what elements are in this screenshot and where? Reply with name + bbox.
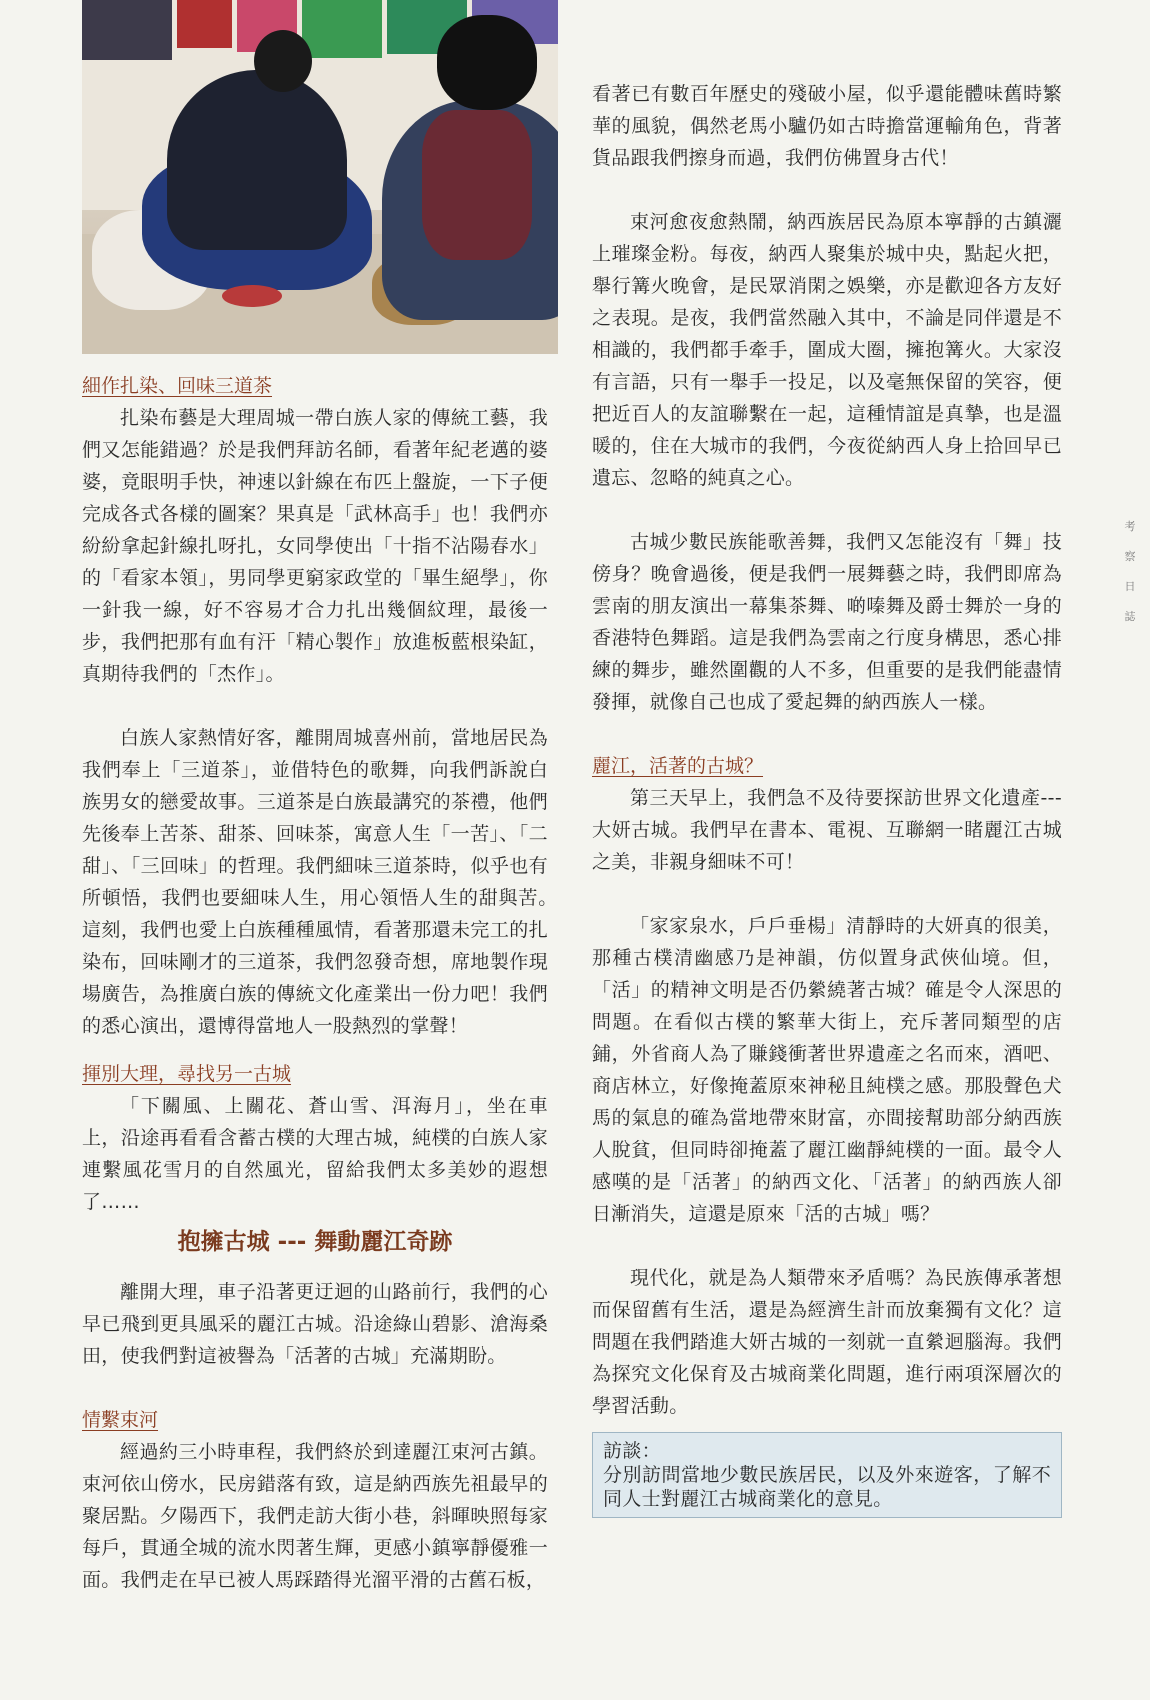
- paragraph: 白族人家熱情好客，離開周城喜州前，當地居民為我們奉上「三道茶」，並借特色的歌舞，向我們訴說白族男女的戀愛故事。三道茶是白族最講究的茶禮，他們先後奉上苦茶、甜茶、回味茶，寓意人生「一苦」、「二甜」、「三回味」的哲理。我們細味三道茶時，似乎也有所頓悟，我們也要細味人生，用心領悟人生的甜與苦。 這刻，我們也愛上白族種種風情，看著那還未完工的扎染布，回味剛才的三道茶，我們忽發奇想，席地製作現場廣告，為推廣白族的傳統文化產業出一份力吧！我們的悉心演出，還博得當地人一股熱烈的掌聲！: [82, 727, 587, 1037]
- section-title-tie-dye: 細作扎染、回味三道茶: [82, 375, 273, 397]
- paragraph: 束河愈夜愈熱鬧，納西族居民為原本寧靜的古鎮灑上璀璨金粉。每夜，納西人聚集於城中央，點起火把，舉行篝火晚會，是民眾消閑之娛樂，亦是歡迎各方友好之表現。是夜，我們當然融入其中，不論是同伴還是不相識的，我們都手牽手，圍成大圈，擁抱篝火。大家沒有言語，只有一舉手一投足，以及毫無保留的笑容，便把近百人的友誼聯繫在一起，這種情誼是真摯，也是溫暖的，住在大城市的我們，今夜從納西人身上拾回早已遺忘、忽略的純真之心。: [592, 211, 1062, 489]
- paragraph: 古城少數民族能歌善舞，我們又怎能沒有「舞」技傍身？晚會過後，便是我們一展舞藝之時，我們即席為雲南的朋友演出一幕集茶舞、啲嗪舞及爵士舞於一身的香港特色舞蹈。這是我們為雲南之行度身構思，悉心排練的舞步，雖然圍觀的人不多，但重要的是我們能盡情發揮，就像自己也成了愛起舞的納西族人一樣。: [592, 531, 1062, 713]
- paragraph: 扎染布藝是大理周城一帶白族人家的傳統工藝，我們又怎能錯過？於是我們拜訪名師，看著年紀老邁的婆婆，竟眼明手快，神速以針線在布匹上盤旋，一下子便完成各式各樣的圖案？果真是「武林高手」也！我們亦紛紛拿起針線扎呀扎，女同學使出「十指不沾陽春水」的「看家本領」，男同學更窮家政堂的「畢生絕學」，你一針我一線，好不容易才合力扎出幾個紋理，最後一步，我們把那有血有汗「精心製作」放進板藍根染缸，真期待我們的「杰作」。: [82, 407, 548, 685]
- right-column: [592, 78, 1062, 1518]
- paragraph: 現代化，就是為人類帶來矛盾嗎？為民族傳承著想而保留舊有生活，還是為經濟生計而放棄獨有文化？這問題在我們踏進大妍古城的一刻就一直縈迴腦海。我們為探究文化保育及古城商業化問題，進行兩項深層次的學習活動。: [592, 1267, 1062, 1417]
- paragraph: 經過約三小時車程，我們終於到達麗江束河古鎮。束河依山傍水，民房錯落有致，這是納西族先祖最早的聚居點。夕陽西下，我們走訪大街小巷，斜暉映照每家每戶，貫通全城的流水閃著生輝，更感小鎮寧靜優雅一面。我們走在早已被人馬踩踏得光溜平滑的古舊石板，: [82, 1441, 548, 1591]
- side-tag-char: 誌: [1124, 610, 1136, 623]
- left-column: [82, 0, 587, 1596]
- side-tag-char: 日: [1124, 580, 1136, 593]
- paragraph: 離開大理，車子沿著更迂迴的山路前行，我們的心早已飛到更具風采的麗江古城。沿途綠山碧影、滄海桑田，使我們對這被譽為「活著的古城」充滿期盼。: [82, 1281, 548, 1367]
- side-tag: [1120, 512, 1140, 632]
- section-title-farewell-dali: 揮別大理，尋找另一古城: [82, 1063, 292, 1085]
- section-title-shuhe: 情繫束河: [82, 1409, 159, 1431]
- interview-box: [592, 1432, 1062, 1518]
- paragraph: 「家家泉水，戶戶垂楊」清靜時的大妍真的很美，那種古樸清幽感乃是神韻，仿似置身武俠仙境。但，「活」的精神文明是否仍縈繞著古城？確是令人深思的問題。在看似古樸的繁華大街上，充斥著同類型的店鋪，外省商人為了賺錢衝著世界遺產之名而來，酒吧、商店林立，好像掩蓋原來神秘且純樸之感。那股聲色犬馬的氣息的確為當地帶來財富，亦間接幫助部分納西族人脫貧，但同時卻掩蓋了麗江幽靜純樸的一面。最令人感嘆的是「活著」的納西文化、「活著」的納西族人卻日漸消失，這還是原來「活的古城」嗎？: [592, 915, 1062, 1225]
- side-tag-char: 考: [1124, 520, 1136, 533]
- paragraph: 看著已有數百年歷史的殘破小屋，似乎還能體味舊時繁華的風貌，偶然老馬小驢仍如古時擔當運輸角色，背著貨品跟我們擦身而過，我們仿佛置身古代！: [592, 83, 1062, 169]
- interview-text: 分別訪問當地少數民族居民，以及外來遊客，了解不同人士對麗江古城商業化的意見。: [603, 1464, 1051, 1510]
- section-title-lijiang: 麗江，活著的古城？: [592, 755, 764, 777]
- interview-label: 訪談：: [603, 1440, 661, 1462]
- paragraph: 「下關風、上關花、蒼山雪、洱海月」，坐在車上，沿途再看看含蓄古樸的大理古城，純樸的白族人家連繫風花雪月的自然風光，留給我們太多美妙的遐想了……: [82, 1095, 548, 1213]
- paragraph: 第三天早上，我們急不及待要探訪世界文化遺產---大妍古城。我們早在書本、電視、互聯網一睹麗江古城之美，非親身細味不可！: [592, 787, 1062, 873]
- main-heading: 抱擁古城 --- 舞動麗江奇跡: [177, 1229, 453, 1255]
- side-tag-char: 察: [1124, 550, 1136, 563]
- embroidery-photo: [82, 0, 558, 354]
